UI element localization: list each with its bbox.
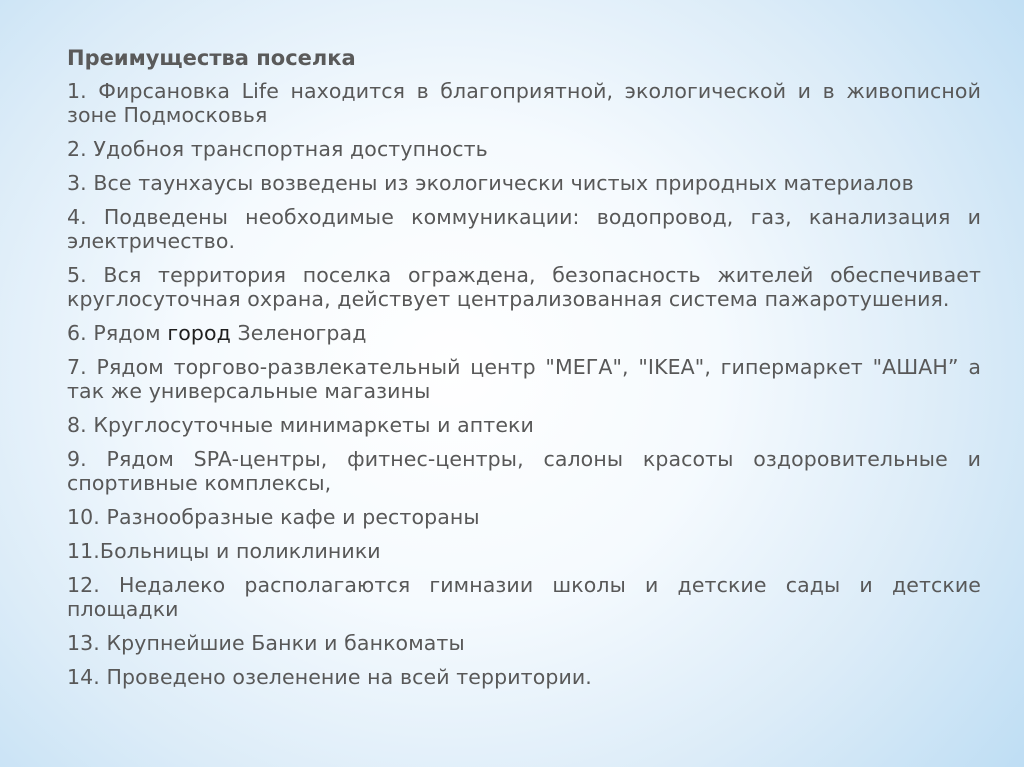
- list-item: [67, 171, 981, 195]
- list-item-text: 5. Вся территория поселка ограждена, безопасность жителей обеспечивает круглосуточная охрана, действует централизованная система пажаротушения.: [67, 263, 981, 311]
- list-item: [67, 137, 981, 161]
- list-item: [67, 413, 981, 437]
- list-item-text: 14. Проведено озеленение на всей территории.: [67, 665, 592, 689]
- list-item: [67, 573, 981, 621]
- slide-heading: Преимущества поселка: [67, 46, 356, 70]
- list-item-text: 7. Рядом торгово-развлекательный центр "МЕГА", "IKEA", гипермаркет "АШАН” а так же универсальные магазины: [67, 355, 981, 403]
- list-item: [67, 321, 981, 345]
- list-item: [67, 447, 981, 495]
- slide-content: [67, 45, 981, 699]
- list-item: [67, 355, 981, 403]
- list-item: [67, 665, 981, 689]
- list-item: [67, 539, 981, 563]
- list-item-highlight: город: [167, 321, 231, 345]
- list-item-text: 9. Рядом SPA-центры, фитнес-центры, салоны красоты оздоровительные и спортивные комплексы,: [67, 447, 981, 495]
- list-item-prefix: 6. Рядом: [67, 321, 168, 345]
- list-item-text: 1. Фирсановка Life находится в благоприятной, экологической и в живописной зоне Подмосковья: [67, 79, 981, 127]
- list-item-text: 8. Круглосуточные минимаркеты и аптеки: [67, 413, 534, 437]
- list-item-text: 13. Крупнейшие Банки и банкоматы: [67, 631, 465, 655]
- list-item: [67, 505, 981, 529]
- list-item: [67, 205, 981, 253]
- list-item-text: 11.Больницы и поликлиники: [67, 539, 381, 563]
- list-item-text: 10. Разнообразные кафе и рестораны: [67, 505, 480, 529]
- list-item: [67, 79, 981, 127]
- list-item: [67, 631, 981, 655]
- list-item-text: 3. Все таунхаусы возведены из экологически чистых природных материалов: [67, 171, 914, 195]
- list-item-text: 12. Недалеко располагаются гимназии школы и детские сады и детские площадки: [67, 573, 981, 621]
- list-item-text: 2. Удобноя транспортная доступность: [67, 137, 488, 161]
- list-item-suffix: Зеленоград: [230, 321, 367, 345]
- list-item: [67, 263, 981, 311]
- list-item-text: 4. Подведены необходимые коммуникации: водопровод, газ, канализация и электричество.: [67, 205, 981, 253]
